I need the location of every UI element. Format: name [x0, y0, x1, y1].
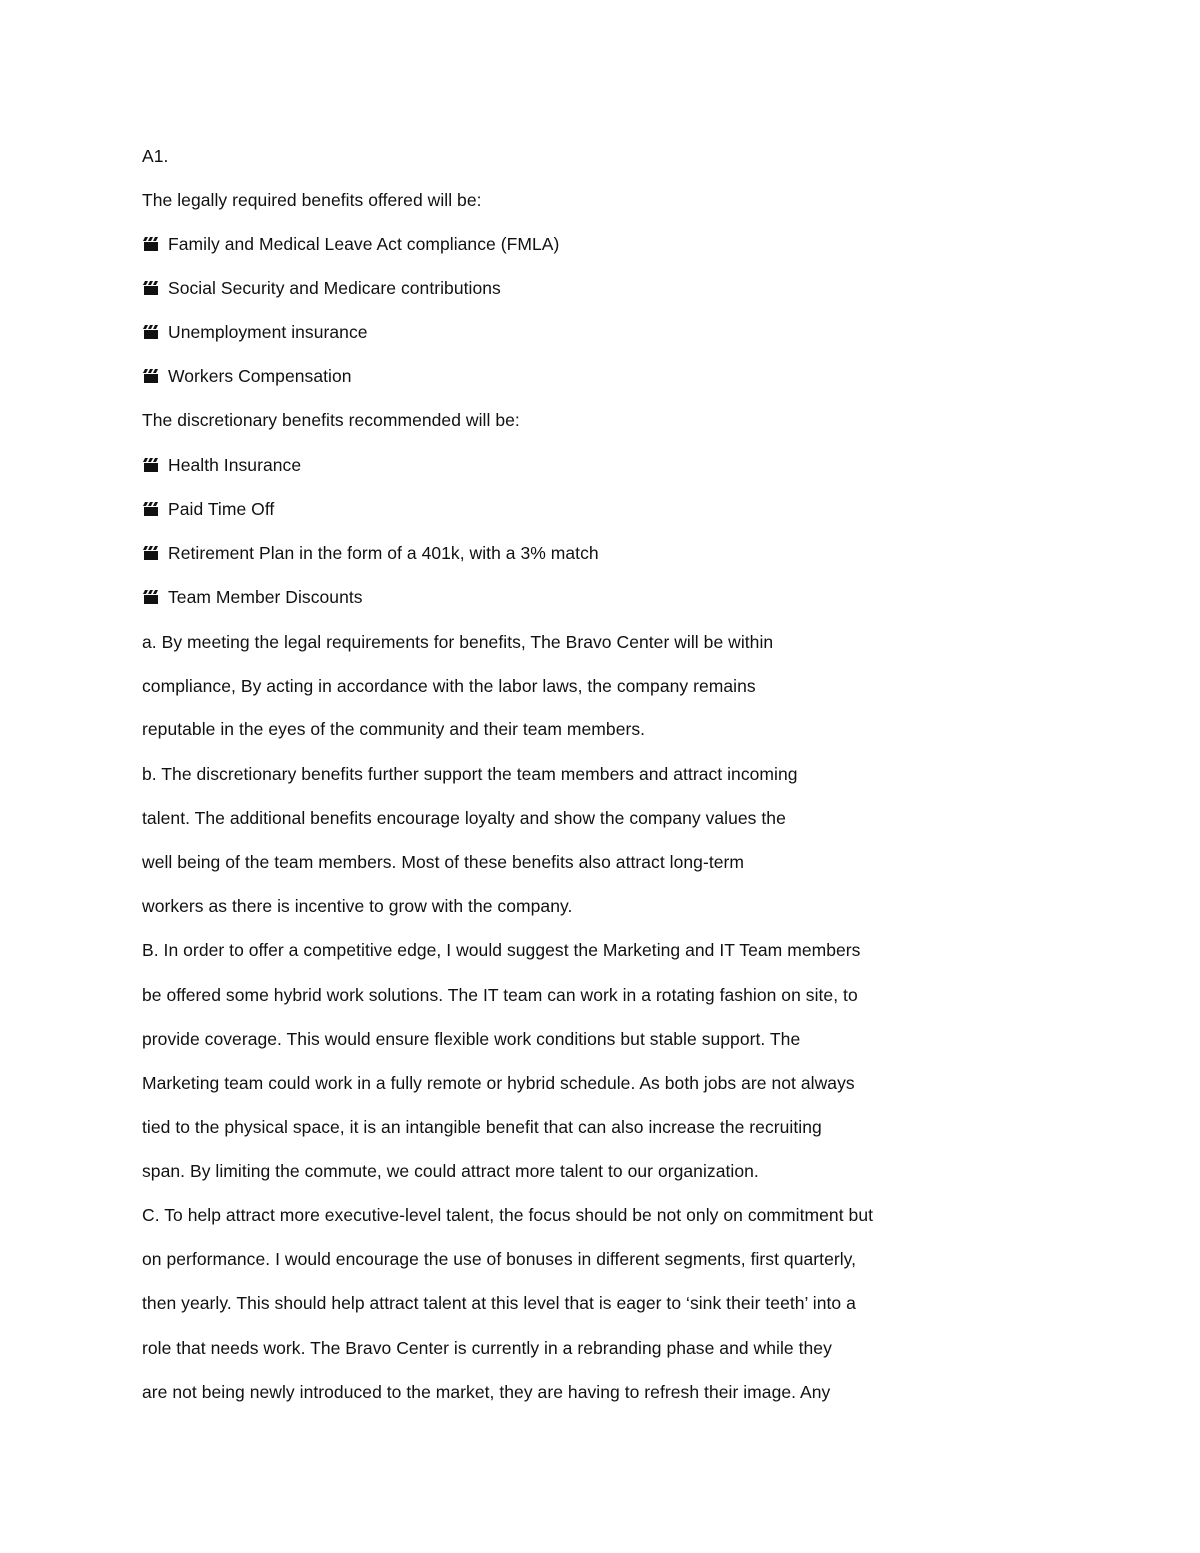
- paragraph-line: tied to the physical space, it is an intangible benefit that can also increase the recruiting: [142, 1117, 822, 1137]
- list-item: [142, 233, 559, 255]
- paragraph-line: b. The discretionary benefits further support the team members and attract incoming: [142, 764, 798, 784]
- heading-a1: A1.: [142, 146, 169, 166]
- list-item: [142, 277, 501, 299]
- clapperboard-icon: [142, 545, 160, 561]
- bullet-text: Workers Compensation: [168, 366, 352, 386]
- paragraph-line: provide coverage. This would ensure flexible work conditions but stable support. The: [142, 1029, 801, 1049]
- clapperboard-icon: [142, 501, 160, 517]
- clapperboard-icon: [142, 457, 160, 473]
- paragraph-line: are not being newly introduced to the market, they are having to refresh their image. Any: [142, 1382, 831, 1402]
- bullet-text: Health Insurance: [168, 455, 302, 475]
- list-item: [142, 365, 352, 387]
- paragraph-line: Marketing team could work in a fully remote or hybrid schedule. As both jobs are not always: [142, 1073, 855, 1093]
- bullet-text: Retirement Plan in the form of a 401k, with a 3% match: [168, 543, 599, 563]
- bullet-text: Team Member Discounts: [168, 587, 363, 607]
- paragraph-line: role that needs work. The Bravo Center is currently in a rebranding phase and while they: [142, 1338, 832, 1358]
- clapperboard-icon: [142, 280, 160, 296]
- paragraph-line: then yearly. This should help attract talent at this level that is eager to ‘sink their teeth’ into a: [142, 1293, 856, 1313]
- clapperboard-icon: [142, 368, 160, 384]
- bullet-text: Family and Medical Leave Act compliance (FMLA): [168, 234, 560, 254]
- discretionary-benefits-intro: The discretionary benefits recommended will be:: [142, 410, 520, 430]
- paragraph-line: span. By limiting the commute, we could attract more talent to our organization.: [142, 1161, 759, 1181]
- paragraph-line: compliance, By acting in accordance with the labor laws, the company remains: [142, 676, 756, 696]
- paragraph-line: C. To help attract more executive-level talent, the focus should be not only on commitment but: [142, 1205, 874, 1225]
- paragraph-line: a. By meeting the legal requirements for benefits, The Bravo Center will be within: [142, 632, 774, 652]
- paragraph-line: on performance. I would encourage the use of bonuses in different segments, first quarterly,: [142, 1249, 857, 1269]
- legal-benefits-intro: The legally required benefits offered will be:: [142, 190, 482, 210]
- bullet-text: Social Security and Medicare contributions: [168, 278, 501, 298]
- list-item: [142, 321, 368, 343]
- bullet-text: Paid Time Off: [168, 499, 275, 519]
- paragraph-line: talent. The additional benefits encourage loyalty and show the company values the: [142, 808, 786, 828]
- paragraph-line: well being of the team members. Most of these benefits also attract long-term: [142, 852, 745, 872]
- list-item: [142, 586, 363, 608]
- bullet-text: Unemployment insurance: [168, 322, 368, 342]
- clapperboard-icon: [142, 324, 160, 340]
- paragraph-line: reputable in the eyes of the community and their team members.: [142, 719, 646, 739]
- list-item: [142, 454, 301, 476]
- paragraph-line: be offered some hybrid work solutions. The IT team can work in a rotating fashion on site, to: [142, 985, 858, 1005]
- clapperboard-icon: [142, 236, 160, 252]
- list-item: [142, 498, 274, 520]
- paragraph-line: workers as there is incentive to grow with the company.: [142, 896, 573, 916]
- clapperboard-icon: [142, 589, 160, 605]
- list-item: [142, 542, 599, 564]
- paragraph-line: B. In order to offer a competitive edge, I would suggest the Marketing and IT Team members: [142, 940, 861, 960]
